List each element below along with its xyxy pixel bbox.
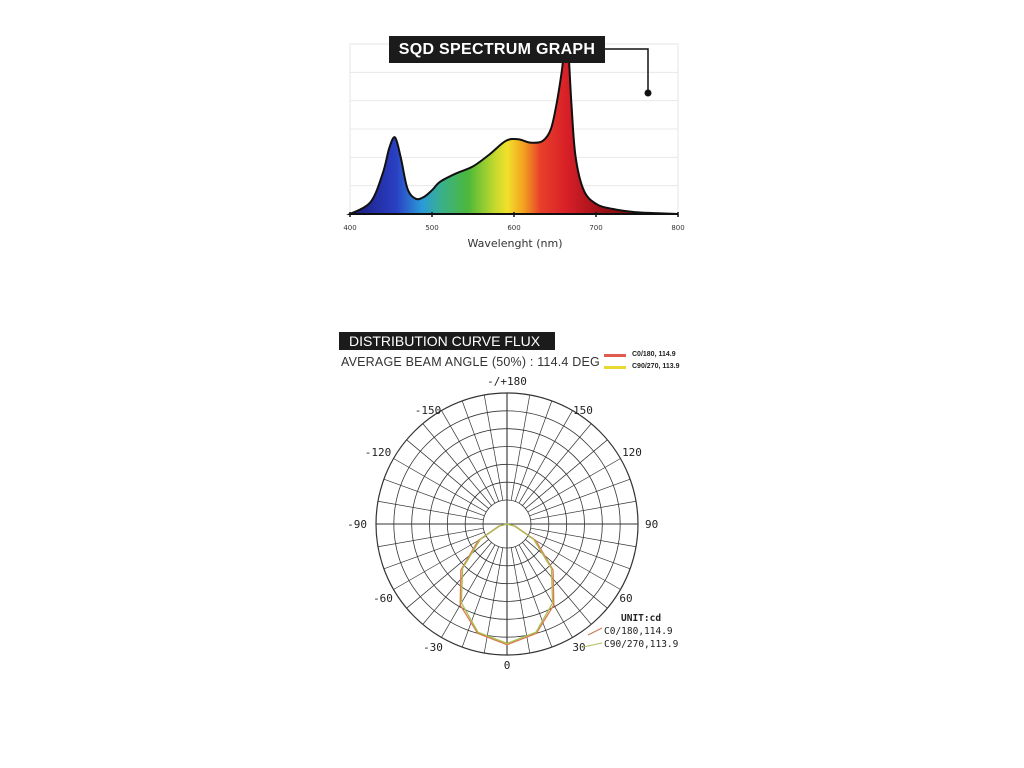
polar-spoke [423, 424, 492, 506]
polar-spoke [525, 440, 607, 509]
angle-label: 0 [503, 659, 511, 672]
callout-line [605, 49, 648, 92]
angle-label: 60 [619, 592, 633, 605]
x-axis-label: Wavelenght (nm) [467, 237, 563, 250]
x-tick-label: 500 [425, 224, 439, 232]
polar-spoke [522, 542, 591, 624]
polar-spoke [384, 532, 485, 569]
angle-label: 150 [573, 404, 593, 417]
polar-spoke [462, 401, 499, 502]
angle-label: -/+180 [487, 375, 527, 388]
spectrum-chart [330, 30, 690, 260]
polar-spoke [384, 479, 485, 516]
polar-spoke [394, 459, 487, 513]
angle-label: 120 [622, 446, 642, 459]
polar-spoke [528, 459, 621, 513]
angle-label: 90 [645, 518, 659, 531]
callout-dot [645, 90, 652, 97]
beam-angle-text: AVERAGE BEAM ANGLE (50%) : 114.4 DEG [341, 355, 600, 369]
polar-spoke [407, 539, 489, 608]
x-tick-label: 400 [343, 224, 357, 232]
x-tick-label: 700 [589, 224, 603, 232]
polar-spoke [423, 542, 492, 624]
polar-spoke [530, 479, 631, 516]
polar-spoke [522, 424, 591, 506]
polar-spoke [394, 536, 487, 590]
polar-spoke [530, 532, 631, 569]
polar-spoke [515, 547, 552, 648]
polar-spoke [462, 547, 499, 648]
polar-spoke [519, 411, 573, 504]
angle-label: -60 [373, 592, 393, 605]
legend-line-c0 [588, 628, 602, 635]
spectrum-title: SQD SPECTRUM GRAPH [389, 36, 605, 63]
legend-line-c90 [583, 643, 602, 647]
polar-spoke [525, 539, 607, 608]
legend-label-c90: C90/270, 113.9 [632, 363, 680, 370]
unit-label: UNIT:cd [621, 613, 662, 624]
angle-label: -30 [423, 641, 443, 654]
angle-label: 30 [572, 641, 586, 654]
polar-spoke [407, 440, 489, 509]
polar-spoke [515, 401, 552, 502]
x-tick-label: 600 [507, 224, 521, 232]
angle-label: -120 [364, 446, 392, 459]
x-tick-label: 800 [671, 224, 685, 232]
legend-label-c0: C0/180, 114.9 [632, 351, 676, 358]
polar-spoke [442, 411, 496, 504]
polar-spoke [528, 536, 621, 590]
angle-label: -90 [347, 518, 367, 531]
distribution-title: DISTRIBUTION CURVE FLUX [339, 332, 555, 350]
polar-chart [330, 325, 710, 685]
angle-label: -150 [414, 404, 442, 417]
legend-bottom-c0: C0/180,114.9 [604, 626, 673, 637]
legend-bottom-c90: C90/270,113.9 [604, 639, 679, 650]
